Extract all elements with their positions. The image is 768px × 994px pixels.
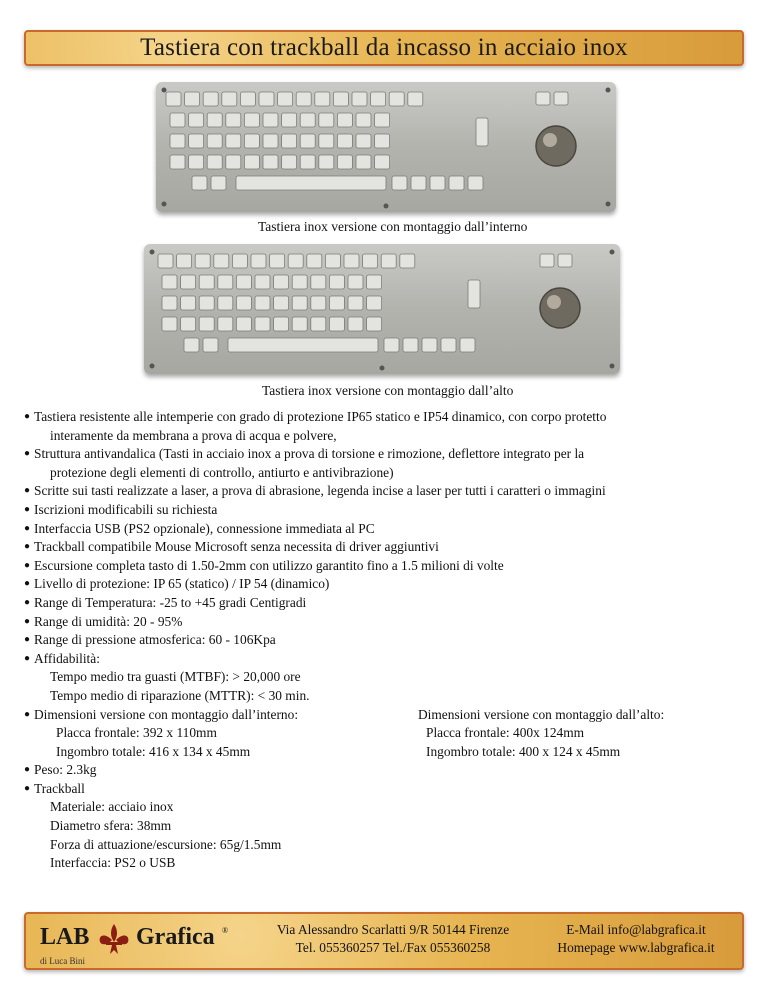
keyboard-key <box>162 317 177 331</box>
keyboard-key <box>236 317 251 331</box>
keyboard-key <box>411 176 426 190</box>
keyboard-key <box>367 317 382 331</box>
bullet-icon: ● <box>24 782 31 794</box>
list-item <box>24 408 744 427</box>
keyboard-illustration <box>156 82 616 212</box>
keyboard-key <box>244 155 259 169</box>
keyboard-key <box>207 134 222 148</box>
keyboard-key <box>375 134 390 148</box>
keyboard-key <box>329 275 344 289</box>
total-size: Ingombro totale: 416 x 134 x 45mm <box>56 743 251 759</box>
list-item <box>24 501 744 520</box>
keyboard-key <box>337 113 352 127</box>
feature-line: Scritte sui tasti realizzate a laser, a prova di abrasione, legenda incise a laser per tutti i caratteri o immagini <box>34 483 606 499</box>
keyboard-key <box>468 176 483 190</box>
keyboard-key <box>392 176 407 190</box>
keyboard-key <box>274 296 289 310</box>
screw-icon <box>606 202 611 207</box>
keyboard-key <box>367 275 382 289</box>
keyboard-key <box>222 92 237 106</box>
keyboard-key <box>329 296 344 310</box>
bullet-icon: ● <box>24 634 31 646</box>
screw-icon <box>606 88 611 93</box>
bullet-icon: ● <box>24 448 31 460</box>
keyboard-key <box>199 275 214 289</box>
bullet-icon: ● <box>24 485 31 497</box>
keyboard-key <box>166 92 181 106</box>
feature-line: Range di Temperatura: -25 to +45 gradi Centigradi <box>34 594 307 610</box>
feature-continuation: protezione degli elementi di controllo, antiurto e antivibrazione) <box>50 464 394 480</box>
keyboard-key <box>348 275 363 289</box>
keyboard-key <box>282 134 297 148</box>
keyboard-key <box>381 254 396 268</box>
scroll-key <box>476 118 488 146</box>
keyboard-key <box>288 254 303 268</box>
keyboard-key <box>170 155 185 169</box>
feature-text <box>34 408 606 427</box>
bullet-icon: ● <box>24 411 31 422</box>
labgrafica-logo <box>36 920 236 966</box>
keyboard-key <box>189 155 204 169</box>
screw-icon <box>380 366 385 371</box>
trackball-label: Trackball <box>34 780 85 796</box>
plate-size: Placca frontale: 392 x 110mm <box>56 725 217 741</box>
keyboard-key <box>296 92 311 106</box>
bullet-icon: ● <box>24 708 31 720</box>
screw-icon <box>610 250 615 255</box>
bullet-icon: ● <box>24 652 31 664</box>
keyboard-key <box>389 92 404 106</box>
keyboard-key <box>203 338 218 352</box>
keyboard-key <box>344 254 359 268</box>
feature-line: Interfaccia USB (PS2 opzionale), connessione immediata al PC <box>34 520 375 536</box>
keyboard-key <box>319 113 334 127</box>
keyboard-key <box>255 275 270 289</box>
keyboard-key <box>278 92 293 106</box>
keyboard-key <box>375 155 390 169</box>
keyboard-illustration <box>144 244 620 374</box>
keyboard-key <box>311 275 326 289</box>
keyboard-key <box>263 134 278 148</box>
keyboard-key <box>255 317 270 331</box>
bullet-icon: ● <box>24 503 31 515</box>
feature-continuation: interamente da membrana a prova di acqua e polvere, <box>50 427 337 443</box>
feature-line: Struttura antivandalica (Tasti in acciaio inox a prova di torsione e rimozione, deflettore integrato per la <box>34 446 585 462</box>
keyboard-key <box>325 254 340 268</box>
screw-icon <box>610 364 615 369</box>
bullet-icon: ● <box>24 578 31 590</box>
keyboard-key <box>189 134 204 148</box>
keyboard-key <box>352 92 367 106</box>
keyboard-key <box>207 155 222 169</box>
keyboard-key <box>192 176 207 190</box>
mouse-button-key <box>536 92 550 105</box>
keyboard-key <box>199 296 214 310</box>
list-item <box>24 761 744 780</box>
keyboard-key <box>181 296 196 310</box>
list-item <box>24 613 744 632</box>
bullet-icon: ● <box>24 615 31 627</box>
page-title: Tastiera con trackball da incasso in acciaio inox <box>140 34 628 61</box>
logo-grafica-text: Grafica <box>136 924 215 950</box>
phone-line: Tel. 055360257 Tel./Fax 055360258 <box>295 940 491 955</box>
keyboard-key <box>195 254 210 268</box>
address-block <box>258 921 528 957</box>
logo-subtitle: di Luca Bini <box>40 956 85 966</box>
mtbf-line: Tempo medio tra guasti (MTBF): > 20,000 ore <box>50 669 301 685</box>
keyboard-key <box>162 296 177 310</box>
mttr-line: Tempo medio di riparazione (MTTR): < 30 min. <box>50 687 310 703</box>
keyboard-key <box>244 134 259 148</box>
keyboard-key <box>441 338 456 352</box>
keyboard-key <box>232 254 247 268</box>
bullet-icon: ● <box>24 522 31 534</box>
keyboard-key <box>356 113 371 127</box>
keyboard-key <box>329 317 344 331</box>
feature-line: Livello di protezione: IP 65 (statico) / IP 54 (dinamico) <box>34 576 330 592</box>
plate-size: Placca frontale: 400x 124mm <box>426 725 585 741</box>
keyboard-key <box>356 155 371 169</box>
keyboard-key <box>226 134 241 148</box>
email-line[interactable]: E-Mail info@labgrafica.it <box>566 922 706 937</box>
keyboard-key <box>170 113 185 127</box>
keyboard-image-internal-mount <box>156 82 616 212</box>
keyboard-key <box>240 92 255 106</box>
list-item <box>24 445 744 464</box>
feature-line: Tastiera resistente alle intemperie con grado di protezione IP65 statico e IP54 dinamico, con corpo protetto <box>34 409 607 424</box>
feature-line: Escursione completa tasto di 1.50-2mm con utilizzo garantito fino a 1.5 milioni di volte <box>34 557 504 573</box>
list-item <box>24 482 744 501</box>
keyboard-key <box>333 92 348 106</box>
dimensions-top <box>418 706 744 762</box>
feature-line: Range di umidità: 20 - 95% <box>34 613 183 629</box>
spacebar-key <box>228 338 378 352</box>
keyboard-key <box>348 296 363 310</box>
keyboard-key <box>181 275 196 289</box>
keyboard-key <box>177 254 192 268</box>
keyboard-key <box>307 254 322 268</box>
list-item <box>24 575 744 594</box>
list-item <box>24 520 744 539</box>
feature-line: Range di pressione atmosferica: 60 - 106Kpa <box>34 632 276 648</box>
trackball-highlight <box>547 295 561 309</box>
keyboard-key <box>430 176 445 190</box>
trackball-force: Forza di attuazione/escursione: 65g/1.5mm <box>50 836 282 852</box>
keyboard-key <box>300 113 315 127</box>
keyboard-key <box>400 254 415 268</box>
keyboard-key <box>214 254 229 268</box>
homepage-line[interactable]: Homepage www.labgrafica.it <box>557 940 715 955</box>
keyboard-key <box>170 134 185 148</box>
keyboard-key <box>207 113 222 127</box>
trackball-icon <box>536 126 576 166</box>
keyboard-key <box>384 338 399 352</box>
keyboard-image-top-mount <box>144 244 620 374</box>
list-item <box>24 650 744 669</box>
spacebar-key <box>236 176 386 190</box>
screw-icon <box>150 364 155 369</box>
fleur-de-lis-icon <box>96 922 132 956</box>
keyboard-key <box>408 92 423 106</box>
keyboard-key <box>292 317 307 331</box>
keyboard-key <box>184 338 199 352</box>
list-item <box>24 780 744 799</box>
address-line: Via Alessandro Scarlatti 9/R 50144 Firenze <box>276 922 510 937</box>
keyboard-key <box>292 275 307 289</box>
list-item <box>24 631 744 650</box>
title-banner <box>24 30 744 66</box>
keyboard-key <box>189 113 204 127</box>
keyboard-key <box>363 254 378 268</box>
bullet-icon: ● <box>24 596 31 608</box>
keyboard-key <box>403 338 418 352</box>
keyboard-key <box>274 275 289 289</box>
keyboard-key <box>263 113 278 127</box>
keyboard-key <box>218 275 233 289</box>
keyboard-key <box>319 134 334 148</box>
trackball-material: Materiale: acciaio inox <box>50 799 174 815</box>
keyboard-key <box>460 338 475 352</box>
keyboard-key <box>259 92 274 106</box>
keyboard-key <box>251 254 266 268</box>
keyboard-key <box>226 155 241 169</box>
dimensions-internal <box>24 706 418 762</box>
mouse-button-key <box>554 92 568 105</box>
keyboard-key <box>282 113 297 127</box>
keyboard-key <box>236 296 251 310</box>
keyboard-key <box>181 317 196 331</box>
keyboard-key <box>185 92 200 106</box>
keyboard-key <box>244 113 259 127</box>
dimensions-internal-label: Dimensioni versione con montaggio dall’interno: <box>34 706 299 722</box>
keyboard-key <box>375 113 390 127</box>
dimensions-section <box>24 706 744 762</box>
image-caption-top: Tastiera inox versione con montaggio dall’alto <box>262 383 514 398</box>
trackball-interface: Interfaccia: PS2 o USB <box>50 855 176 871</box>
contact-block <box>536 921 736 957</box>
screw-icon <box>150 250 155 255</box>
feature-line: Trackball compatibile Mouse Microsoft senza necessita di driver aggiuntivi <box>34 539 439 555</box>
keyboard-key <box>162 275 177 289</box>
keyboard-key <box>292 296 307 310</box>
keyboard-key <box>371 92 386 106</box>
list-item <box>24 538 744 557</box>
keyboard-key <box>203 92 218 106</box>
screw-icon <box>162 202 167 207</box>
keyboard-key <box>356 134 371 148</box>
dimensions-top-label: Dimensioni versione con montaggio dall’alto: <box>418 706 665 722</box>
keyboard-key <box>337 134 352 148</box>
trackball-highlight <box>543 133 557 147</box>
total-size: Ingombro totale: 400 x 124 x 45mm <box>426 743 621 759</box>
bullet-icon: ● <box>24 764 31 776</box>
trackball-icon <box>540 288 580 328</box>
keyboard-key <box>422 338 437 352</box>
mouse-button-key <box>540 254 554 267</box>
keyboard-key <box>311 317 326 331</box>
image-caption-internal: Tastiera inox versione con montaggio dall’interno <box>258 219 528 234</box>
keyboard-key <box>158 254 173 268</box>
keyboard-key <box>263 155 278 169</box>
mouse-button-key <box>558 254 572 267</box>
footer-banner <box>24 912 744 970</box>
keyboard-key <box>236 275 251 289</box>
reliability-label: Affidabilità: <box>34 650 100 666</box>
keyboard-key <box>270 254 285 268</box>
keyboard-key <box>282 155 297 169</box>
keyboard-key <box>348 317 363 331</box>
keyboard-key <box>337 155 352 169</box>
keyboard-key <box>255 296 270 310</box>
screw-icon <box>162 88 167 93</box>
keyboard-key <box>300 134 315 148</box>
bullet-icon: ● <box>24 559 31 571</box>
feature-list <box>24 408 744 873</box>
keyboard-key <box>218 296 233 310</box>
feature-line: Iscrizioni modificabili su richiesta <box>34 501 218 517</box>
list-item <box>24 594 744 613</box>
keyboard-key <box>199 317 214 331</box>
weight-text: Peso: 2.3kg <box>34 762 97 778</box>
registered-mark: ® <box>222 926 229 935</box>
logo-lab-text: LAB <box>40 924 90 950</box>
list-item <box>24 557 744 576</box>
keyboard-key <box>315 92 330 106</box>
keyboard-key <box>274 317 289 331</box>
keyboard-key <box>449 176 464 190</box>
keyboard-key <box>300 155 315 169</box>
keyboard-key <box>319 155 334 169</box>
keyboard-key <box>218 317 233 331</box>
keyboard-key <box>226 113 241 127</box>
keyboard-key <box>211 176 226 190</box>
keyboard-key <box>311 296 326 310</box>
list-item <box>24 706 418 725</box>
trackball-diameter: Diametro sfera: 38mm <box>50 818 172 834</box>
scroll-key <box>468 280 480 308</box>
screw-icon <box>384 204 389 209</box>
keyboard-key <box>367 296 382 310</box>
bullet-icon: ● <box>24 541 31 553</box>
